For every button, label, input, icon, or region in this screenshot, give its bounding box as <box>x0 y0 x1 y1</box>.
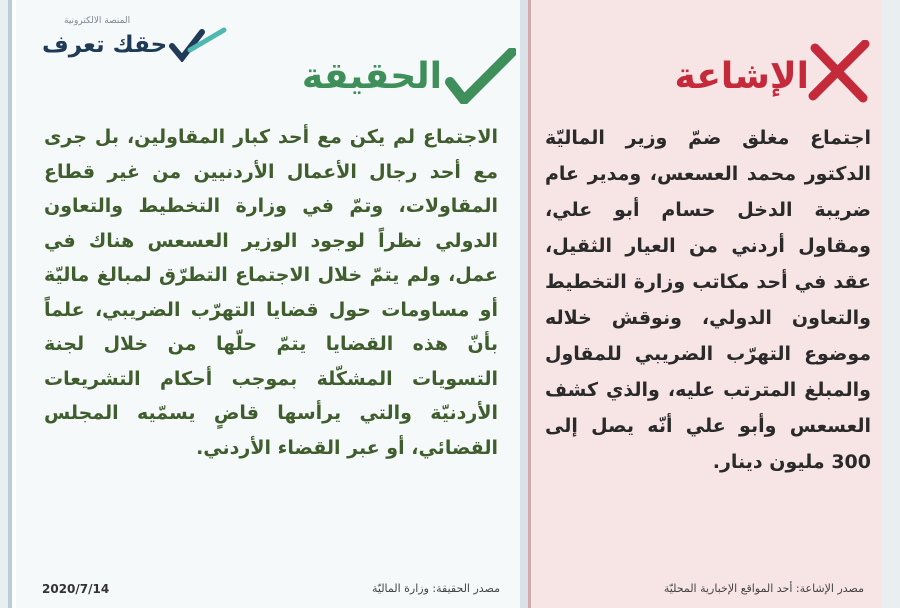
truth-heading <box>286 48 516 108</box>
checkmark-icon <box>444 48 516 104</box>
panel-divider <box>520 0 528 608</box>
truth-body: الاجتماع لم يكن مع أحد كبار المقاولين، بل جرى مع أحد رجال الأعمال الأردنيين من غير قطاع المقاولات، وتمّ في وزارة التخطيط والتعاون الدولي نظراً لوجود الوزير العسعس هناك في عمل، ولم يتمّ خلال الاجتماع التطرّق لمبالغ ماليّة أو مساومات حول قضايا التهرّب الضريبي، علماً بأنّ هذه القضايا يتمّ حلّها من خلال لجنة التسويات المشكّلة بموجب أحكام التشريعات الأردنيّة والتي يرأسها قاضٍ يسمّيه المجلس القضائي، أو عبر القضاء الأردني. <box>44 126 498 459</box>
rumor-heading <box>631 40 871 110</box>
truth-source: مصدر الحقيقة: وزارة الماليّة <box>371 582 500 595</box>
logo <box>38 16 238 66</box>
cross-icon <box>807 40 871 104</box>
rumor-title: الإشاعة <box>674 56 809 97</box>
truth-title: الحقيقة <box>301 56 442 97</box>
logo-name: حقك تعرف <box>42 32 168 58</box>
rumor-panel <box>528 0 882 608</box>
logo-check-icon <box>168 26 228 62</box>
rumor-source: مصدر الإشاعة: أحد المواقع الإخبارية المحليّة <box>663 582 864 595</box>
factcheck-card <box>8 0 882 608</box>
rumor-body: اجتماع مغلق ضمّ وزير الماليّة الدكتور محمد العسعس، ومدير عام ضريبة الدخل حسام أبو علي، ومقاول أردني من العيار الثقيل، عقد في أحد مكاتب وزارة التخطيط والتعاون الدولي، ونوقش خلاله موضوع التهرّب الضريبي للمقاول والمبلغ المترتب عليه، والذي كشف العسعس وأبو علي أنّه يصل إلى 300 مليون دينار. <box>545 127 871 473</box>
truth-panel <box>16 0 520 608</box>
publish-date: 2020/7/14 <box>42 582 110 596</box>
logo-subtitle: المنصة الالكترونية <box>64 16 131 26</box>
